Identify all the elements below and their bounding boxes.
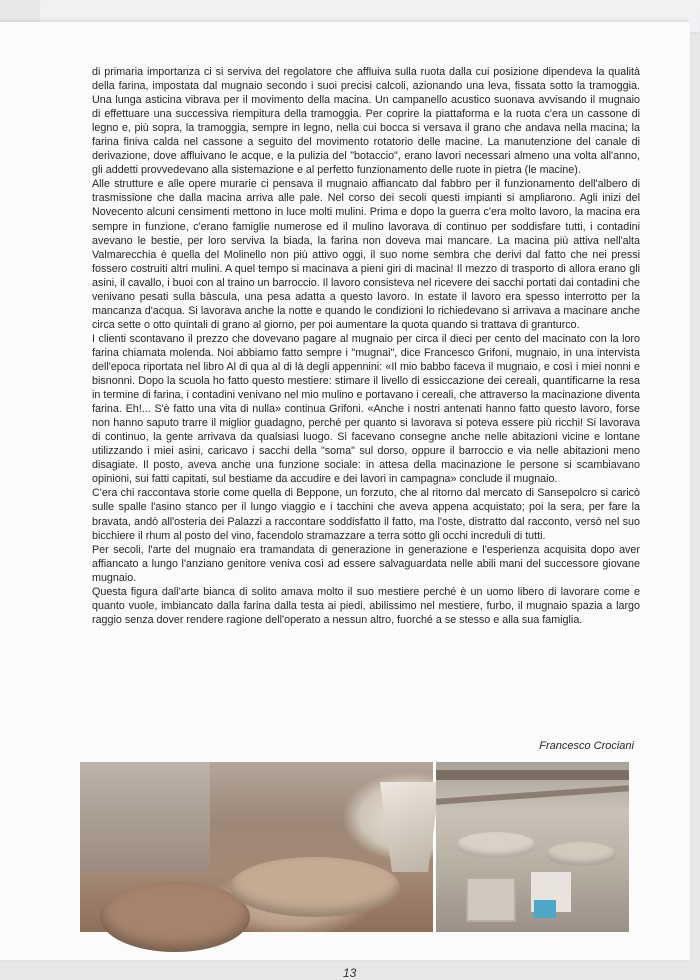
article-body — [92, 65, 640, 627]
photo-hopper — [380, 782, 440, 872]
photo-millstone-1 — [456, 832, 536, 858]
millstones-photo — [80, 762, 433, 932]
photo-crate — [466, 877, 516, 922]
paragraph-figure: Questa figura dall'arte bianca di solito amava molto il suo mestiere perché è un uomo libero di lavorare come e quanto vuole, imbiancato dalla farina dalla testa ai piedi, abilissimo nel mestiere, furbo, il mugnaio spazia a largo raggio senza dover rendere ragione dell'operato a nessun altro, fuorché a se stesso e alla sua famiglia. — [92, 585, 640, 626]
paragraph-beppone: C'era chi raccontava storie come quella di Beppone, un forzuto, che al ritorno dal mercato di Sansepolcro si caricò sulle spalle l'asino stanco per il lungo viaggio e i tacchini che aveva appena acquistato; poi la sera, per fare la bravata, andò all'osteria dei Palazzi a raccontare soddisfatto il fatto, ma l'oste, distratto dal racconto, versò nel suo bicchiere il rhum al posto del vino, facendolo stramazzare a terra sotto gli occhi increduli di tutti. — [92, 487, 640, 542]
photo-millstone-upper — [230, 857, 400, 917]
photo-blue-container — [534, 900, 556, 918]
photo-millstone-lower — [100, 882, 250, 952]
paragraph-regulator: di primaria importanza ci si serviva del regolatore che affluiva sulla ruota dalla cui posizione dipendeva la qualità della farina, impostata dal mugnaio secondo i suoi precisi calcoli, azionando una leva, fissata sotto la tramoggia. Una lunga asticina vibrava per il movimento della macina. Un campanello acustico suonava avvisando il mugnaio di effettuare una successiva riempitura della tramoggia. Per coprire la piattaforma e la ruota c'era un cassone di legno e, più sopra, la tramoggia, sempre in legno, nella cui bocca si versava il grano che andava nella macina; la farina finiva calda nel cassone a seguito del movimento rotatorio delle macine. La manutenzione del canale di derivazione, dove affluivano le acque, e la pulizia del "botaccio", erano lavori necessari almeno una volta all'anno, gli addetti provvedevano alla sistemazione e al perfetto funzionamento delle ruote in pietra (le macine). — [92, 66, 640, 177]
mill-interior-photo — [436, 762, 629, 932]
photo-ceiling-beam — [436, 770, 629, 780]
photo-millstone-2 — [546, 842, 616, 866]
photo-ceiling-beam-2 — [436, 785, 629, 804]
paragraph-clients: I clienti scontavano il prezzo che dovevano pagare al mugnaio per circa il dieci per cento del macinato con la loro farina chiamata molenda. Noi abbiamo fatto sempre i "mugnai", dice Francesco Grifoni, mugnaio, in una intervista dell'epoca riportata nel libro Al di qua al di là degli appennini: «Il mio babbo faceva il mugnaio, e così i miei nonni e bisnonni. Dopo la scuola ho fatto questo mestiere: stimare il livello di essiccazione dei cereali, quantificarne la resa in termine di farina, i contadini venivano nel mio mulino e portavano i cereali, che attraverso la macinazione diventa farina. Eh!... S'è fatto una vita di nulla» continua Grifoni. «Anche i nostri antenati hanno fatto questo lavoro, forse non hanno saputo trarre il miglior guadagno, perché per quanto si lavorava si poteva essere più ricchi! Si lavorava di continuo, la gente arrivava da qualsiasi luogo. Si facevano consegne anche nelle abitazioni vicine e lontane utilizzando i miei asini, caricavo i sacchi della "soma" sul dorso, oppure il barroccio e via nelle abitazioni meno disagiate. Il posto, aveva anche una funzione sociale: in attesa della macinazione le persone si scambiavano opinioni, sui fatti capitati, sul bestiame da accudire e dei lavori in campagna» conclude il mugnaio. — [92, 332, 640, 486]
document-page — [0, 22, 690, 980]
author-signature: Francesco Crociani — [539, 740, 634, 752]
paragraph-tradition: Per secoli, l'arte del mugnaio era tramandata di generazione in generazione e l'esperienza acquisita dopo aver affiancato a lungo l'anziano genitore veniva così ad essere salvaguardata nelle abili mani del successore giovane mugnaio. — [92, 543, 640, 584]
paragraph-structures: Alle strutture e alle opere murarie ci pensava il mugnaio affiancato dal fabbro per il funzionamento dell'albero di trasmissione che dalla macina arriva alle pale. Nel corso dei secoli questi impianti si ampliarono. Agli inizi del Novecento alcuni censimenti mettono in luce molti mulini. Prima e dopo la guerra c'era molto lavoro, la macina era sempre in funzione, c'erano famiglie numerose ed il mulino lavorava di continuo per soddisfare tutti, i contadini avevano le bestie, per loro serviva la biada, la farina non doveva mai mancare. La macina più attiva nell'alta Valmarecchia è quella del Molinello non più attivo oggi, il suo nome sembra che derivi dal fatto che nei pressi fossero costruiti altri mulini. A quel tempo si macinava a pieni giri di macina! Il mezzo di trasporto di allora erano gli asini, il cavallo, i buoi con al traino un barroccio. Il lavoro consisteva nel ricevere dei sacchi portati dai contadini che venivano pesati sulla bàscula, una pesa adatta a questo lavoro. In estate il lavoro era spesso interrotto per la mancanza d'acqua. Si lavorava anche la notte e quando le condizioni lo richiedevano si arrivava a macinare anche circa sette o otto quintali di grano al giorno, per poi aumentare la quota quando si trattava di granturco. — [92, 178, 640, 331]
photo-wall — [80, 762, 210, 872]
page-number: 13 — [343, 966, 357, 980]
